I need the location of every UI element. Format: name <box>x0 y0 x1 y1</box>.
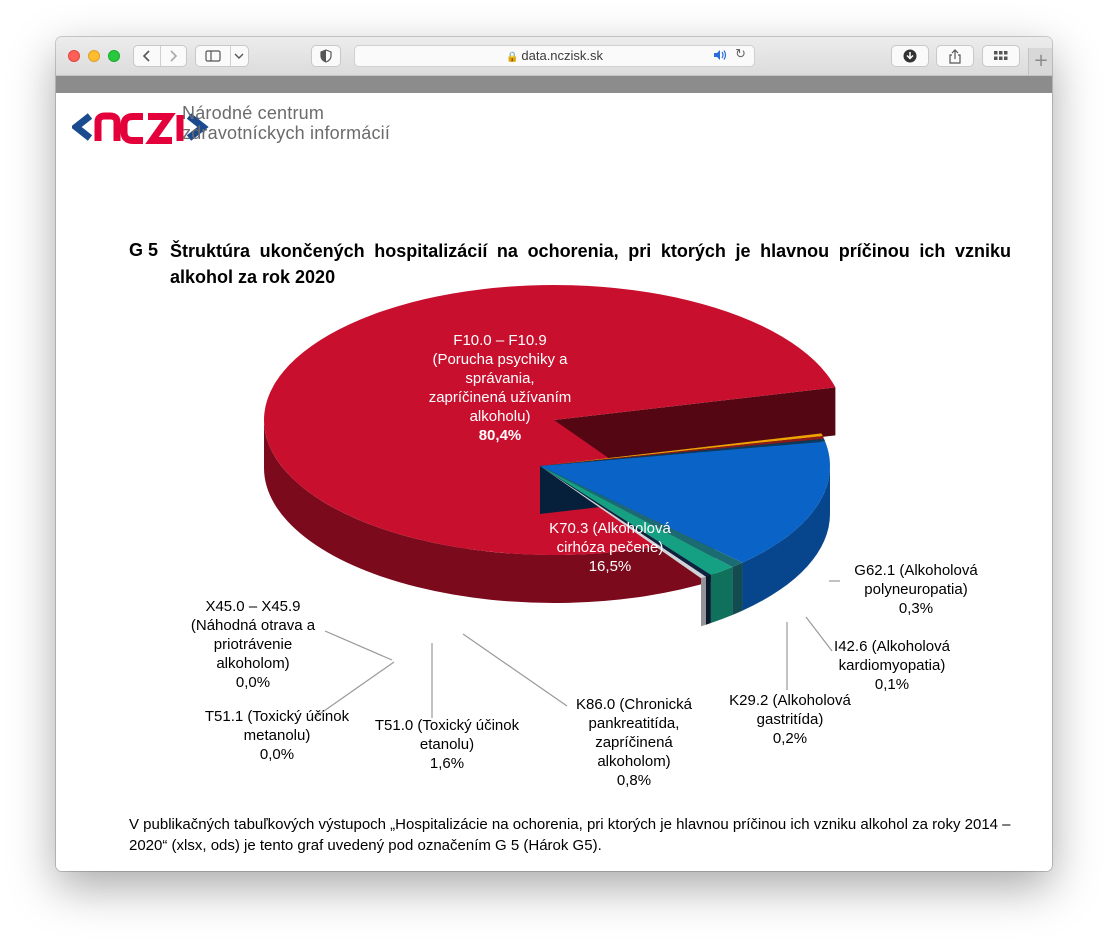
slice-side-T51.0 <box>711 567 732 623</box>
label-G62.1-line: G62.1 (Alkoholová <box>854 562 978 579</box>
label-F10-line: F10.0 – F10.9 <box>453 332 547 349</box>
label-K29.2 <box>729 692 851 747</box>
label-T51.1-line: 0,0% <box>259 746 295 763</box>
slice-side-K86.0 <box>732 563 742 615</box>
label-X45.0 – X45.9-line: 0,0% <box>235 674 271 691</box>
label-T51.0-line: 1,6% <box>429 755 465 772</box>
label-F10-line: alkoholu) <box>469 408 531 425</box>
label-T51.0-line: T51.0 (Toxický účinok <box>374 717 520 734</box>
label-X45.0 – X45.9-line: priotrávenie <box>213 636 293 653</box>
label-X45.0 – X45.9-line: (Náhodná otrava a <box>190 617 316 634</box>
label-F10-line: 80,4% <box>478 427 522 444</box>
label-X45.0 – X45.9-line: X45.0 – X45.9 <box>205 598 301 615</box>
logo-text-line2: zdravotníckych informácií <box>182 123 391 143</box>
label-I42.6-line: 0,1% <box>874 676 910 693</box>
label-K70-line: K70.3 (Alkoholová <box>549 520 671 537</box>
label-K29.2-line: gastritída) <box>756 711 824 728</box>
label-K86.0-line: pankreatitída, <box>588 715 680 732</box>
slice-side-T51.1 <box>706 575 711 625</box>
label-G62.1-line: polyneuropatia) <box>864 581 968 598</box>
label-F10-line: zapríčinená užívaním <box>428 389 572 406</box>
label-T51.1-line: metanolu) <box>243 727 311 744</box>
footnote: V publikačných tabuľkových výstupoch „Hospitalizácie na ochorenia, pri ktorých je hlavnou príčinou ich vzniku alkohol za roky 2014 – 2020“ (xlsx, ods) je tento graf uvedený pod označením G 5 (Hárok G5). <box>129 816 1011 854</box>
label-K29.2-line: K29.2 (Alkoholová <box>729 692 851 709</box>
url-text: data.nczisk.sk <box>521 48 604 63</box>
slice-side-X45.0 – X45.9 <box>701 577 706 627</box>
label-K86.0-line: K86.0 (Chronická <box>576 696 692 713</box>
label-T51.1 <box>205 708 350 763</box>
label-X45.0 – X45.9 <box>191 598 316 691</box>
label-K70-line: 16,5% <box>588 558 632 575</box>
label-F10-line: (Porucha psychiky a <box>432 351 568 368</box>
new-tab-button[interactable]: + <box>1028 48 1052 75</box>
label-I42.6 <box>834 638 951 693</box>
logo-text-line1: Národné centrum <box>182 103 325 123</box>
label-I42.6-line: kardiomyopatia) <box>838 657 946 674</box>
label-G62.1-line: 0,3% <box>898 600 934 617</box>
label-I42.6-line: I42.6 (Alkoholová <box>834 638 950 655</box>
reload-icon[interactable]: ↻ <box>735 47 746 62</box>
figure-number: G 5 <box>129 240 159 260</box>
figure-title: Štruktúra ukončených hospitalizácií na ochorenia, pri ktorých je hlavnou príčinou ich vzniku alkohol za rok 2020 <box>170 241 1011 287</box>
leader-line-I42.6 <box>806 617 832 651</box>
label-K29.2-line: 0,2% <box>772 730 808 747</box>
label-K86.0-line: alkoholom) <box>597 753 671 770</box>
label-K86.0-line: 0,8% <box>616 772 652 789</box>
label-X45.0 – X45.9-line: alkoholom) <box>216 655 290 672</box>
label-T51.0 <box>375 717 520 772</box>
label-K86.0 <box>576 696 693 789</box>
lock-icon: 🔒 <box>505 52 519 63</box>
leader-line-X45.0 – X45.9 <box>325 631 392 660</box>
label-T51.0-line: etanolu) <box>419 736 475 753</box>
label-G62.1 <box>854 562 978 617</box>
leader-line-K86.0 <box>463 634 567 706</box>
label-K86.0-line: zapríčinená <box>595 734 673 751</box>
label-K70-line: cirhóza pečene) <box>556 539 664 556</box>
label-T51.1-line: T51.1 (Toxický účinok <box>204 708 350 725</box>
label-F10-line: správania, <box>465 370 535 387</box>
